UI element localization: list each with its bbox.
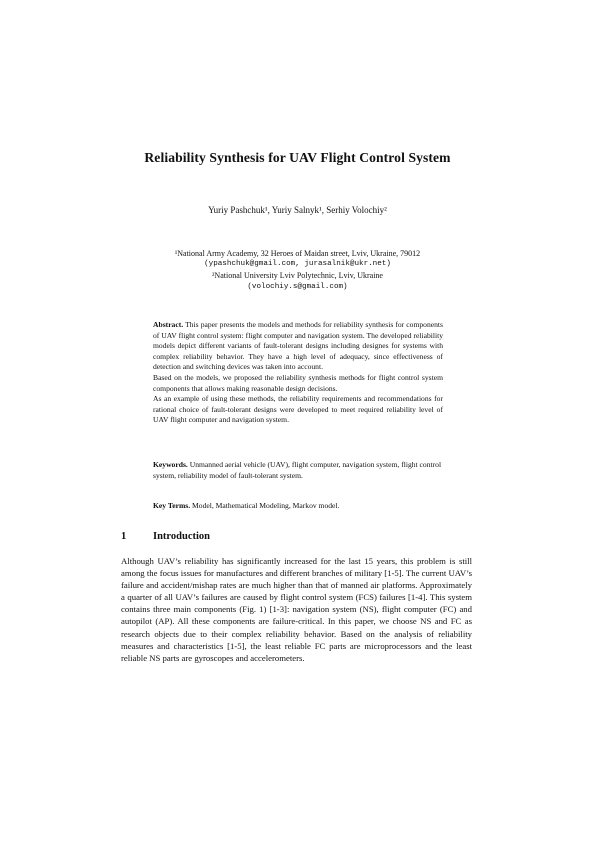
abstract: [153, 320, 443, 426]
affiliation-2: ²National University Lviv Polytechnic, Lviv, Ukraine: [212, 271, 383, 281]
keywords-label: Keywords.: [153, 460, 188, 469]
abstract-paragraph-1: [153, 320, 443, 373]
key-terms-label: Key Terms.: [153, 501, 191, 510]
keywords-text: Unmanned aerial vehicle (UAV), flight computer, navigation system, flight control system, reliability model of fault-tolerant system.: [153, 460, 442, 480]
intro-paragraph: Although UAV’s reliability has significantly increased for the last 15 years, this problem is still among the focus issues for manufactures and different branches of military [1-5]. The current UAV’s failure and accident/mishap rates are much higher than that of manned air platforms. Approximately a quarter of all UAV’s failures are caused by flight control system (FCS) failures [1-4]. This system contains three main components (Fig. 1) [1-3]: navigation system (NS), flight computer (FC) and autopilot (AP). All these components are failure-critical. In this paper, we choose NS and FC as research objects due to their complex reliability behavior. Based on the analysis of reliability measures and characteristics [1-5], the least reliable FC parts are microprocessors and the least reliable NS parts are gyroscopes and accelerometers.: [121, 556, 472, 663]
section-title: Introduction: [153, 531, 210, 542]
introduction-body: [121, 555, 472, 664]
section-number: 1: [121, 531, 127, 542]
abstract-paragraph-3: As an example of using these methods, the reliability requirements and recommendations for rational choice of fault-tolerant designs were developed to meet required reliability level of UAV flight computer and navigation system.: [153, 394, 443, 425]
paper-title: Reliability Synthesis for UAV Flight Control System: [144, 150, 451, 165]
affiliations: [0, 248, 595, 293]
author-list: Yuriy Pashchuk¹, Yuriy Salnyk¹, Serhiy Volochiy²: [208, 205, 387, 215]
affiliation-1-emails: (ypashchuk@gmail.com, jurasalnik@ukr.net): [204, 260, 391, 269]
abstract-paragraph-2: Based on the models, we proposed the reliability synthesis methods for flight control system components that allows making reasonable design decisions.: [153, 372, 443, 393]
key-terms: [153, 500, 443, 511]
abstract-text-1: This paper presents the models and methods for reliability synthesis for components of UAV flight control system: flight computer and navigation system. The developed reliability models depict different variants of fault-tolerant designs including designes for systems with complex reliability behavior. They have a high level of adequacy, since effectiveness of detection and switching devices was taken into account.: [153, 320, 443, 372]
section-heading: [121, 531, 210, 542]
affiliation-2-email: (volochiy.s@gmail.com): [247, 282, 348, 291]
abstract-label: Abstract.: [153, 320, 184, 329]
keywords: [153, 459, 443, 481]
affiliation-1: ¹National Army Academy, 32 Heroes of Maidan street, Lviv, Ukraine, 79012: [174, 249, 421, 258]
key-terms-text: Model, Mathematical Modeling, Markov model.: [190, 501, 340, 510]
